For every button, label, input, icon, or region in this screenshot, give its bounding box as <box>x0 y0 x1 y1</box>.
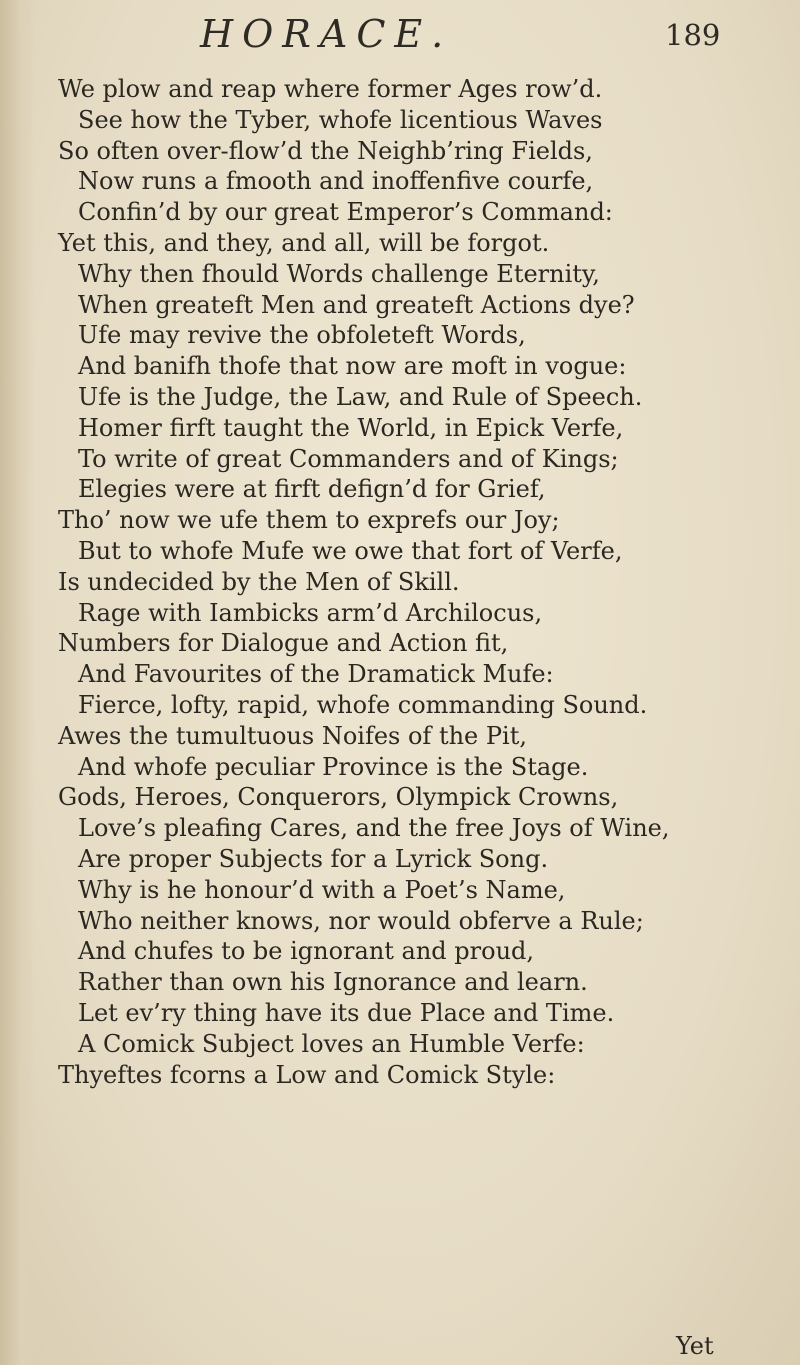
poem-line: Why then fhould Words challenge Eternity, <box>78 259 600 288</box>
poem-line: Ufe is the Judge, the Law, and Rule of Speech. <box>78 382 643 411</box>
poem-line: Now runs a fmooth and inoffenfive courfe, <box>78 167 594 196</box>
poem-line: A Comick Subject loves an Humble Verfe: <box>78 1029 585 1058</box>
page-header <box>0 8 800 68</box>
poem-line: Love’s pleafing Cares, and the free Joys of Wine, <box>78 814 670 843</box>
poem-line: Gods, Heroes, Conquerors, Olympick Crowns, <box>58 783 619 812</box>
poem-line: Thyeftes fcorns a Low and Comick Style: <box>58 1060 556 1089</box>
poem-line: Rather than own his Ignorance and learn. <box>78 968 588 997</box>
poem-line: See how the Tyber, whofe licentious Waves <box>78 105 603 134</box>
running-head: HORACE. <box>200 12 453 56</box>
poem-line: Is undecided by the Men of Skill. <box>58 567 460 596</box>
poem-line: Tho’ now we ufe them to exprefs our Joy; <box>58 506 560 535</box>
poem-line: But to whofe Mufe we owe that fort of Verfe, <box>78 536 623 565</box>
poem-line: Elegies were at firft defign’d for Grief, <box>78 475 546 504</box>
page-gutter-shadow <box>0 0 36 1365</box>
poem-text <box>58 74 758 1090</box>
poem-line: Rage with Iambicks arm’d Archilocus, <box>78 598 543 627</box>
poem-line: And whofe peculiar Province is the Stage. <box>78 752 589 781</box>
poem-line: When greateft Men and greateft Actions dye? <box>78 290 635 319</box>
poem-line: So often over-flow’d the Neighb’ring Fields, <box>58 136 593 165</box>
poem-line: Who neither knows, nor would obferve a Rule; <box>78 906 644 935</box>
poem-line: Yet this, and they, and all, will be forgot. <box>58 228 550 257</box>
poem-line: Let ev’ry thing have its due Place and Time. <box>78 998 615 1027</box>
poem-line: Ufe may revive the obfoleteft Words, <box>78 321 526 350</box>
poem-line: To write of great Commanders and of Kings; <box>78 444 619 473</box>
page-number: 189 <box>665 18 721 52</box>
poem-line: And chufes to be ignorant and proud, <box>78 937 535 966</box>
poem-line: Numbers for Dialogue and Action fit, <box>58 629 509 658</box>
poem-line: Fierce, lofty, rapid, whofe commanding Sound. <box>78 690 648 719</box>
poem-line: We plow and reap where former Ages row’d. <box>58 75 603 103</box>
poem-line: And Favourites of the Dramatick Mufe: <box>78 660 554 689</box>
poem-line: Are proper Subjects for a Lyrick Song. <box>78 844 549 873</box>
catchword: Yet <box>676 1332 714 1360</box>
poem-line: Awes the tumultuous Noifes of the Pit, <box>58 721 527 750</box>
poem-line: Confin’d by our great Emperor’s Command: <box>78 198 613 227</box>
poem-line: Why is he honour’d with a Poet’s Name, <box>78 875 566 904</box>
poem-line: And banifh thofe that now are moft in vogue: <box>78 352 627 381</box>
poem-line: Homer firft taught the World, in Epick Verfe, <box>78 413 624 442</box>
